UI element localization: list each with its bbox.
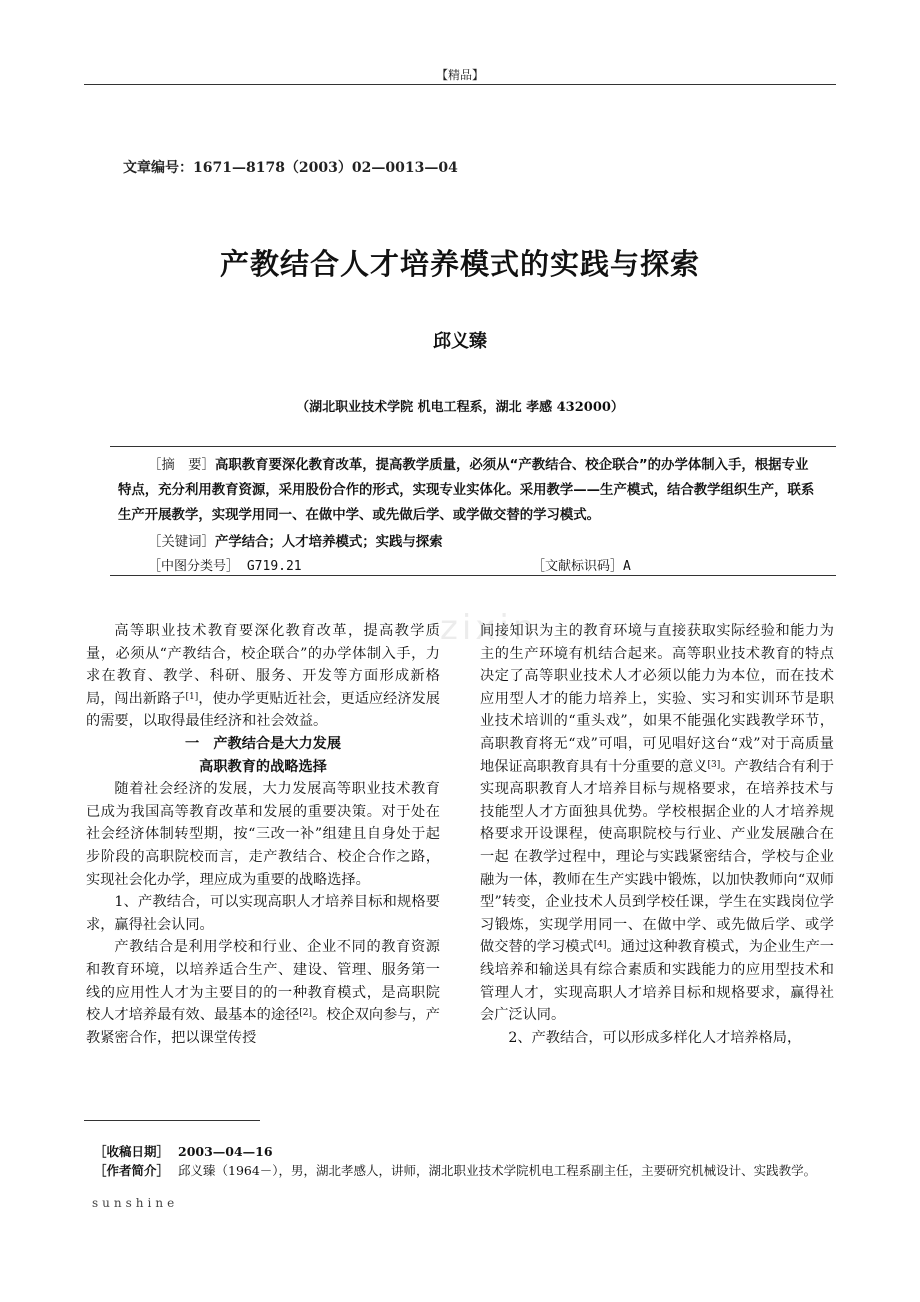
author-bio-row xyxy=(94,1161,834,1180)
body-paragraph: 随着社会经济的发展，大力发展高等职业技术教育已成为我国高等教育改革和发展的重要决策。对于处在社会经济体制转型期，按“三改一补”组建且自身处于起步阶段的高职院校而言，走产教结合、校企合作之路，实现社会化办学，理应成为重要的战略选择。 xyxy=(86,781,440,888)
paragraph-text: 间接知识为主的教育环境与直接获取实际经验和能力为主的生产环境有机结合起来。高等职业技术教育的特点决定了高等职业技术人才必须以能力为本位，而在技术应用型人才的能力培养上，实验、实习和实训环节是职业技术培训的“重头戏”，如果不能强化实践教学环节，高职教育将无“戏”可唱，可见唱好这台“戏”对于高质量地保证高职教育具有十分重要的意义 xyxy=(480,623,834,775)
body-paragraph: 1、产教结合，可以实现高职人才培养目标和规格要求，赢得社会认同。 xyxy=(86,894,440,933)
footnotes xyxy=(94,1142,834,1180)
citation-ref: [3] xyxy=(707,759,721,770)
affiliation: （湖北职业技术学院 机电工程系，湖北 孝感 432000） xyxy=(296,400,624,415)
citation-ref: [4] xyxy=(593,940,607,951)
citation-ref: [2] xyxy=(299,1008,313,1019)
body-paragraph xyxy=(480,620,834,1027)
article-id: 文章编号：1671—8178（2003）02—0013—04 xyxy=(123,160,458,176)
paragraph-text: 高等职业技术教育要深化教育改革，提高教学质量，必须从“产教结合，校企联合”的办学体制入手，力求在教育、教学、科研、服务、开发等方面形成新格局，闯出新路子 xyxy=(86,623,440,707)
paragraph-text: 产教结合是利用学校和行业、企业不同的教育资源和教育环境，以培养适合生产、建设、管理、服务第一线的应用性人才为主要目的的一种教育模式，是高职院校人才培养最有效、最基本的途径 xyxy=(86,939,440,1024)
keywords-label: ［关键词］ xyxy=(148,535,215,550)
author-bio-value: 邱义臻（1964－），男，湖北孝感人，讲师，湖北职业技术学院机电工程系副主任，主要研究机械设计、实践教学。 xyxy=(178,1163,817,1178)
paragraph-text: 。产教结合有利于实现高职教育人才培养目标与规格要求，在培养技术与技能型人才方面独具优势。学校根据企业的人才培养规格要求开设课程，使高职院校与行业、产业发展融合在一起 在教学过程中，理论与实践紧密结合，学校与企业融为一体，教师在生产实践中锻炼，以加快教师向“双师型”转变，企业技术人员到学校任课，学生在实践岗位学习锻炼，实现学用同一、在做中学、或先做后学、或学做交替的学习模式 xyxy=(480,758,834,956)
footnote-rule xyxy=(84,1120,260,1121)
abstract-text: 高职教育要深化教育改革，提高教学质量，必须从“产教结合、校企联合”的办学体制入手，根据专业特点，充分利用教育资源，采用股份合作的形式，实现专业实体化。采用教学——生产模式，结合教学组织生产，联系生产开展教学，实现学用同一、在做中学、或先做后学、或学做交替的学习模式。 xyxy=(118,458,815,523)
document-code-text: A xyxy=(623,559,631,574)
keywords-text: 产学结合；人才培养模式；实践与探索 xyxy=(214,535,443,550)
keywords xyxy=(148,531,443,550)
body-paragraph xyxy=(86,936,440,1049)
left-column xyxy=(86,620,440,1049)
abstract-top-rule xyxy=(110,446,836,447)
paragraph-text: 。通过这种教育模式，为企业生产一线培养和输送具有综合素质和实践能力的应用型技术和管理人才，实现高职人才培养目标和规格要求，赢得社会广泛认同。 xyxy=(480,939,834,1024)
author-name: 邱义臻 xyxy=(433,331,487,352)
paragraph-text: 。校企双向参与，产教紧密合作，把以课堂传授 xyxy=(86,1007,440,1046)
document-code-label: ［文献标识码］ xyxy=(532,559,624,574)
received-date-value: 2003—04—16 xyxy=(178,1144,273,1159)
document-code xyxy=(532,555,631,574)
received-date-row xyxy=(94,1142,834,1161)
signature: sunshine xyxy=(92,1196,179,1210)
body-paragraph: 2、产教结合，可以形成多样化人才培养格局， xyxy=(508,1029,802,1046)
classification-text: G719.21 xyxy=(246,559,302,574)
body-paragraph xyxy=(86,620,440,733)
received-date-label: ［收稿日期］ xyxy=(94,1144,170,1159)
paragraph-text: ，使办学更贴近社会，更适应经济发展的需要，以取得最佳经济和社会效益。 xyxy=(86,690,440,730)
abstract xyxy=(118,453,818,528)
right-column xyxy=(480,620,834,1049)
classification xyxy=(148,555,302,574)
abstract-bottom-rule xyxy=(110,575,836,576)
citation-ref: [1] xyxy=(185,691,199,702)
watermark: zixin xyxy=(440,608,539,648)
section-heading-line2: 高职教育的战略选择 xyxy=(199,758,327,775)
header-label: 【精品】 xyxy=(435,68,484,82)
paper-title: 产教结合人才培养模式的实践与探索 xyxy=(219,247,700,281)
section-heading-line1: 一 产教结合是大力发展 xyxy=(184,735,342,752)
header-rule xyxy=(84,84,836,85)
author-bio-label: ［作者简介］ xyxy=(94,1163,170,1178)
abstract-label: ［摘 要］ xyxy=(148,458,215,473)
classification-label: ［中图分类号］ xyxy=(148,559,240,574)
